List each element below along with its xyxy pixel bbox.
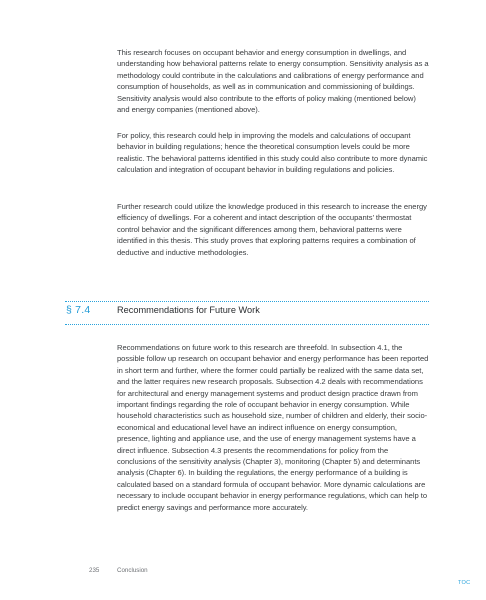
section-divider-bottom	[65, 324, 429, 325]
page-number: 235	[89, 567, 100, 574]
section-divider-top	[65, 301, 429, 302]
body-paragraph-4: Recommendations on future work to this research are threefold. In subsection 4.1, the possible follow up research on occupant behavior and energy performance has been reported in short term and further, where the former could partially be realized with the same data set, and the latter requires new research proposals. Subsection 4.2 deals with recommendations for architectural and energy management systems and product design practice drawn from important findings regarding the role of occupant behavior in energy consumption. While household characteristics such as household size, number of children and elderly, their socio-economical and educational level have an indirect influence on energy consumption, presence, lighting and appliance use, and the use of energy management systems have a direct influence. Subsection 4.3 presents the recommendations for policy from the conclusions of the sensitivity analysis (Chapter 3), monitoring (Chapter 5) and determinants analysis (Chapter 6). In building the regulations, the energy performance of a building is calculated based on a standard formula of occupant behavior. More dynamic calculations are necessary to include occupant behavior in energy performance regulations, which can help to predict energy savings and performance more accurately.	[117, 343, 429, 512]
running-footer-chapter: Conclusion	[117, 567, 148, 574]
toc-link[interactable]: TOC	[458, 580, 471, 586]
section-number: § 7.4	[66, 304, 91, 316]
body-paragraph-3: Further research could utilize the knowledge produced in this research to increase the energy efficiency of dwellings. For a coherent and intact description of the occupants’ thermostat control behavior and the significant differences among them, behavioral patterns were identified in this thesis. This study proves that exploring patterns requires a combination of deductive and inductive methodologies.	[117, 202, 427, 257]
section-heading: Recommendations for Future Work	[117, 305, 260, 315]
body-paragraph-2: For policy, this research could help in improving the models and calculations of occupant behavior in building regulations; hence the theoretical consumption levels could be more realistic. The behavioral patterns identified in this study could also contribute to more dynamic calculation and integration of occupant behavior in building regulations and policies.	[117, 131, 428, 175]
body-paragraph-1: This research focuses on occupant behavior and energy consumption in dwellings, and understanding how behavioral patterns relate to energy consumption. Sensitivity analysis as a methodology could contribute in the calculations and calibrations of energy performance and consumption of households, as well as in communication and commissioning of buildings. Sensitivity analysis would also contribute to the efforts of policy making (mentioned below) and energy companies (mentioned above).	[117, 48, 429, 115]
